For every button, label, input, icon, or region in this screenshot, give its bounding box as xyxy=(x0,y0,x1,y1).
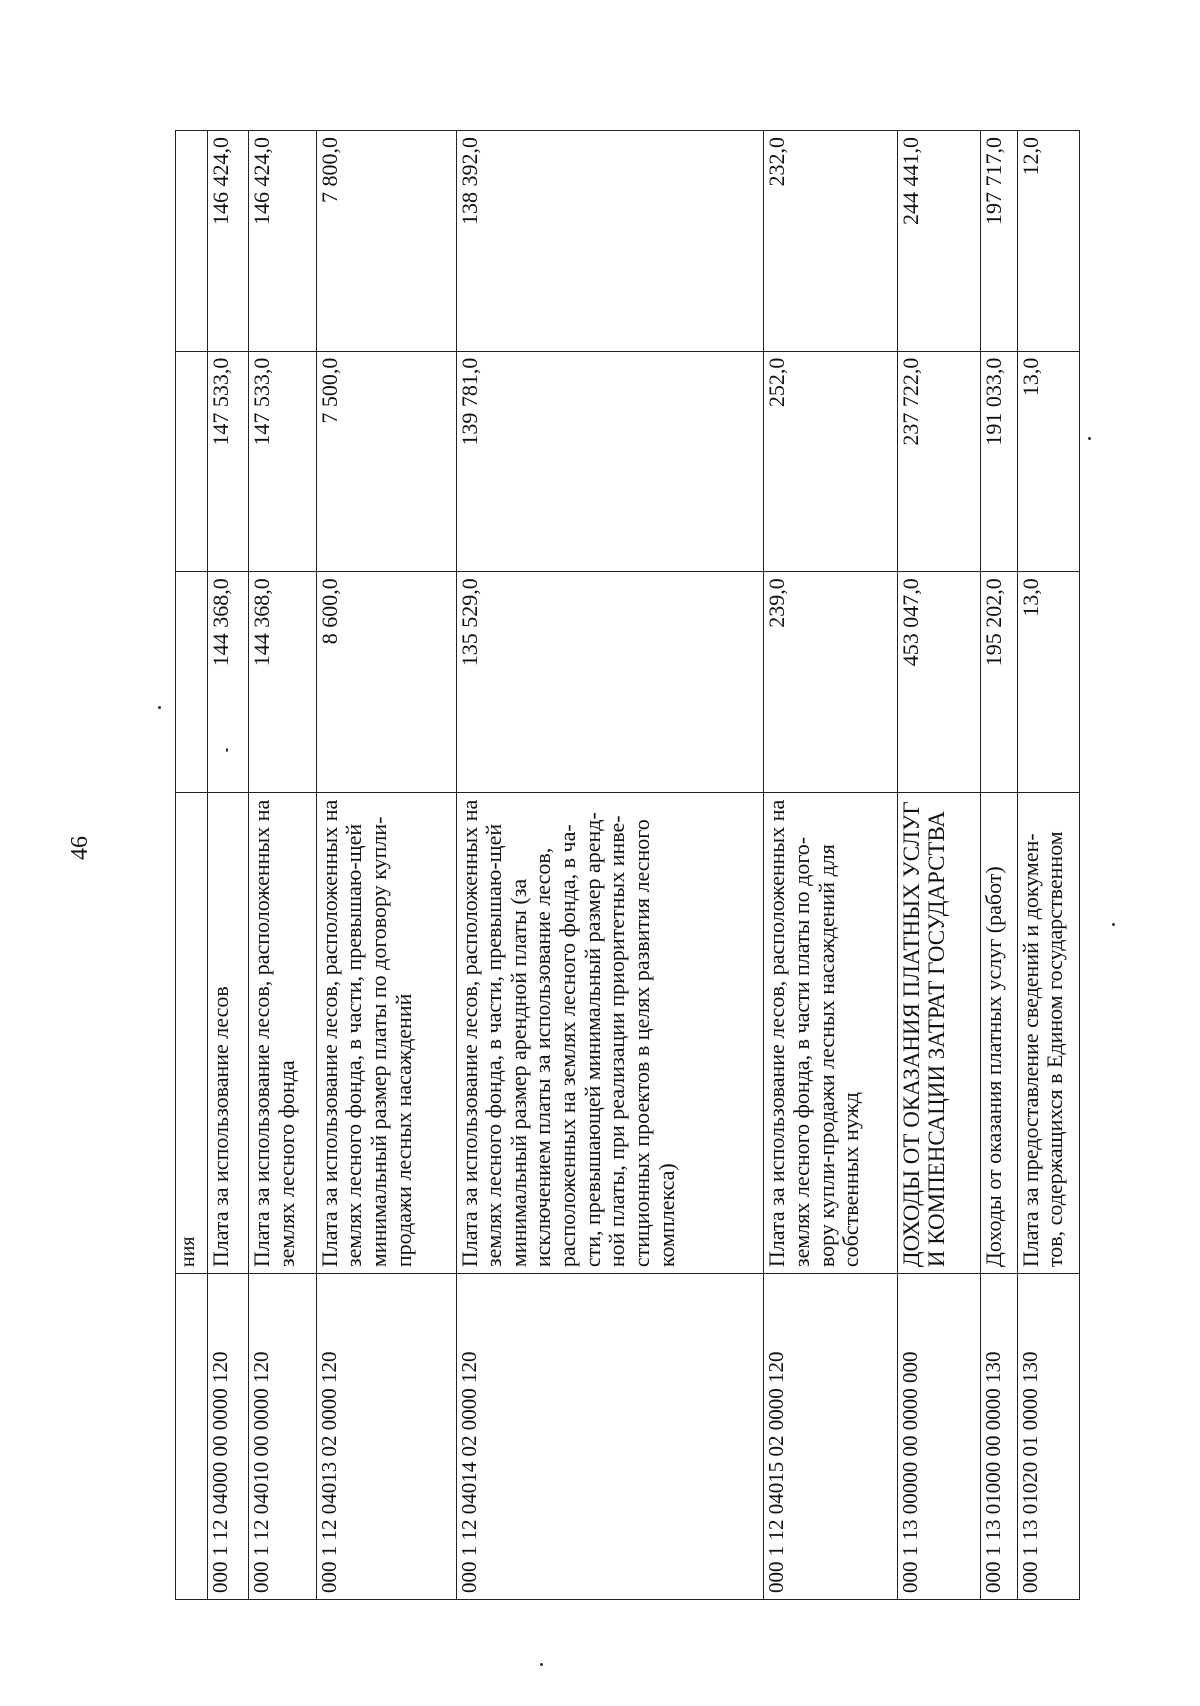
budget-table xyxy=(175,130,1080,1600)
row-name: Плата за использование лесов, расположенных на землях лесного фонда, в части, превышаю-щей минимальный размер арендной платы (за исключением платы за использование лесов, расположенных на землях лесного фонда, в ча-сти, превышающей минимальный размер аренд-ной платы, при реализации приоритетных инве-стиционных проектов в целях развития лесного комплекса) xyxy=(456,792,764,1273)
header-cell-v2 xyxy=(176,351,208,572)
table-row xyxy=(456,131,764,1600)
table-row xyxy=(764,131,897,1600)
row-value-2: 237 722,0 xyxy=(897,351,980,572)
row-value-3: 197 717,0 xyxy=(980,131,1017,352)
row-value-1: 13,0 xyxy=(1017,572,1079,793)
row-name: Плата за использование лесов, расположенных на землях лесного фонда, в части платы по дого-вору купли-продажи лесных насаждений для собственных нужд xyxy=(764,792,897,1273)
row-value-1: 144 368,0 xyxy=(207,572,248,793)
scan-speck xyxy=(1112,923,1115,926)
row-code: 000 1 12 04013 02 0000 120 xyxy=(316,1274,456,1600)
header-cell-code xyxy=(176,1274,208,1600)
row-value-1: 8 600,0 xyxy=(316,572,456,793)
row-value-3: 244 441,0 xyxy=(897,131,980,352)
scan-speck xyxy=(1088,437,1091,440)
row-code: 000 1 12 04010 00 0000 120 xyxy=(249,1274,317,1600)
table-row xyxy=(980,131,1017,1600)
table-header-row xyxy=(176,131,208,1600)
scan-speck xyxy=(226,748,228,752)
page-number: 46 xyxy=(67,836,93,860)
table-row xyxy=(207,131,248,1600)
table-row xyxy=(897,131,980,1600)
scan-speck xyxy=(158,706,161,709)
row-value-1: 195 202,0 xyxy=(980,572,1017,793)
row-value-3: 7 800,0 xyxy=(316,131,456,352)
scan-speck xyxy=(540,1663,543,1666)
row-name: Плата за предоставление сведений и докумен-тов, содержащихся в Едином государственном xyxy=(1017,792,1079,1273)
row-value-1: 135 529,0 xyxy=(456,572,764,793)
table-row xyxy=(1017,131,1079,1600)
row-code: 000 1 13 00000 00 0000 000 xyxy=(897,1274,980,1600)
header-cell-v3 xyxy=(176,131,208,352)
row-value-3: 232,0 xyxy=(764,131,897,352)
row-value-2: 191 033,0 xyxy=(980,351,1017,572)
row-value-2: 147 533,0 xyxy=(207,351,248,572)
row-value-2: 139 781,0 xyxy=(456,351,764,572)
header-cell-name: ния xyxy=(176,792,208,1273)
row-value-1: 144 368,0 xyxy=(249,572,317,793)
row-name: ДОХОДЫ ОТ ОКАЗАНИЯ ПЛАТНЫХ УСЛУГ И КОМПЕНСАЦИИ ЗАТРАТ ГОСУДАРСТВА xyxy=(897,792,980,1273)
row-value-2: 7 500,0 xyxy=(316,351,456,572)
row-value-2: 252,0 xyxy=(764,351,897,572)
row-value-3: 12,0 xyxy=(1017,131,1079,352)
row-code: 000 1 13 01000 00 0000 130 xyxy=(980,1274,1017,1600)
row-code: 000 1 12 04015 02 0000 120 xyxy=(764,1274,897,1600)
row-name: Плата за использование лесов, расположенных на землях лесного фонда xyxy=(249,792,317,1273)
row-value-3: 146 424,0 xyxy=(249,131,317,352)
row-value-2: 147 533,0 xyxy=(249,351,317,572)
row-value-1: 239,0 xyxy=(764,572,897,793)
table-row xyxy=(316,131,456,1600)
row-value-3: 146 424,0 xyxy=(207,131,248,352)
row-name: Доходы от оказания платных услуг (работ) xyxy=(980,792,1017,1273)
row-name: Плата за использование лесов, расположенных на землях лесного фонда, в части, превышаю-щей минимальный размер платы по договору купли-продажи лесных насаждений xyxy=(316,792,456,1273)
row-value-3: 138 392,0 xyxy=(456,131,764,352)
row-code: 000 1 12 04014 02 0000 120 xyxy=(456,1274,764,1600)
header-cell-v1 xyxy=(176,572,208,793)
row-value-1: 453 047,0 xyxy=(897,572,980,793)
row-name: Плата за использование лесов xyxy=(207,792,248,1273)
rotated-table-wrapper xyxy=(175,130,1080,1600)
table-row xyxy=(249,131,317,1600)
row-code: 000 1 13 01020 01 0000 130 xyxy=(1017,1274,1079,1600)
row-value-2: 13,0 xyxy=(1017,351,1079,572)
row-code: 000 1 12 04000 00 0000 120 xyxy=(207,1274,248,1600)
